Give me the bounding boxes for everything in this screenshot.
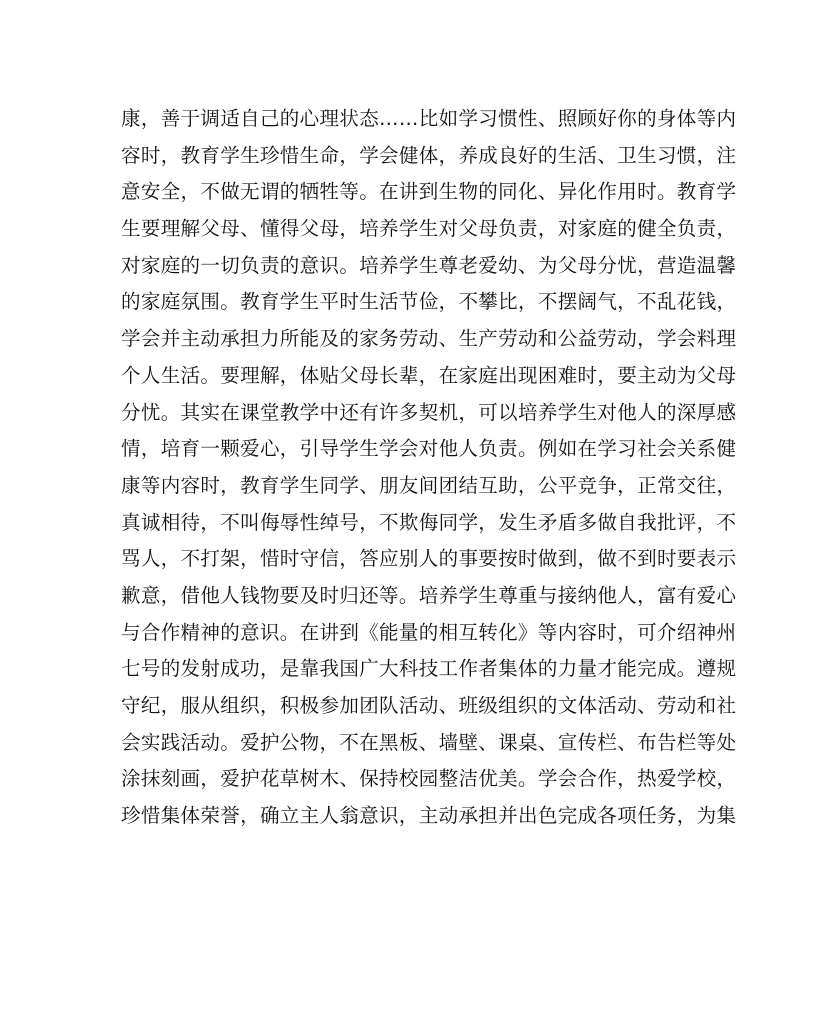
text-line: 意安全，不做无谓的牺牲等。在讲到生物的同化、异化作用时。教育学 bbox=[121, 180, 737, 204]
body-text bbox=[121, 101, 737, 835]
text-line: 容时，教育学生珍惜生命，学会健体，养成良好的生活、卫生习惯，注 bbox=[121, 143, 737, 167]
text-line: 守纪，服从组织，积极参加团队活动、班级组织的文体活动、劳动和社 bbox=[121, 694, 737, 717]
text-line: 康等内容时，教育学生同学、朋友间团结互助，公平竞争，正常交往， bbox=[121, 473, 737, 497]
text-line: 康，善于调适自己的心理状态……比如学习惯性、照顾好你的身体等内 bbox=[121, 107, 737, 130]
text-line: 分忧。其实在课堂教学中还有许多契机，可以培养学生对他人的深厚感 bbox=[121, 400, 737, 424]
text-line: 与合作精神的意识。在讲到《能量的相互转化》等内容时，可介绍神州 bbox=[121, 620, 737, 644]
text-line: 真诚相待，不叫侮辱性绰号，不欺侮同学，发生矛盾多做自我批评，不 bbox=[121, 510, 737, 534]
text-line: 七号的发射成功，是靠我国广大科技工作者集体的力量才能完成。遵规 bbox=[121, 657, 737, 681]
text-line: 涂抹刻画，爱护花草树木、保持校园整洁优美。学会合作，热爱学校， bbox=[121, 767, 737, 791]
text-line: 骂人，不打架，惜时守信，答应别人的事要按时做到，做不到时要表示 bbox=[121, 547, 737, 571]
text-line: 情，培育一颗爱心，引导学生学会对他人负责。例如在学习社会关系健 bbox=[121, 437, 737, 461]
text-line: 歉意，借他人钱物要及时归还等。培养学生尊重与接纳他人，富有爱心 bbox=[121, 583, 737, 607]
text-line: 生要理解父母、懂得父母，培养学生对父母负责，对家庭的健全负责， bbox=[121, 217, 737, 241]
text-line: 对家庭的一切负责的意识。培养学生尊老爱幼、为父母分忧，营造温馨 bbox=[121, 253, 737, 277]
text-line: 个人生活。要理解，体贴父母长辈，在家庭出现困难时，要主动为父母 bbox=[121, 363, 737, 387]
text-line: 学会并主动承担力所能及的家务劳动、生产劳动和公益劳动，学会料理 bbox=[121, 327, 737, 351]
text-line: 珍惜集体荣誉，确立主人翁意识，主动承担并出色完成各项任务，为集 bbox=[121, 804, 737, 828]
text-line: 会实践活动。爱护公物，不在黑板、墙壁、课桌、宣传栏、布告栏等处 bbox=[121, 730, 737, 754]
text-line: 的家庭氛围。教育学生平时生活节俭，不攀比，不摆阔气，不乱花钱， bbox=[121, 290, 737, 314]
